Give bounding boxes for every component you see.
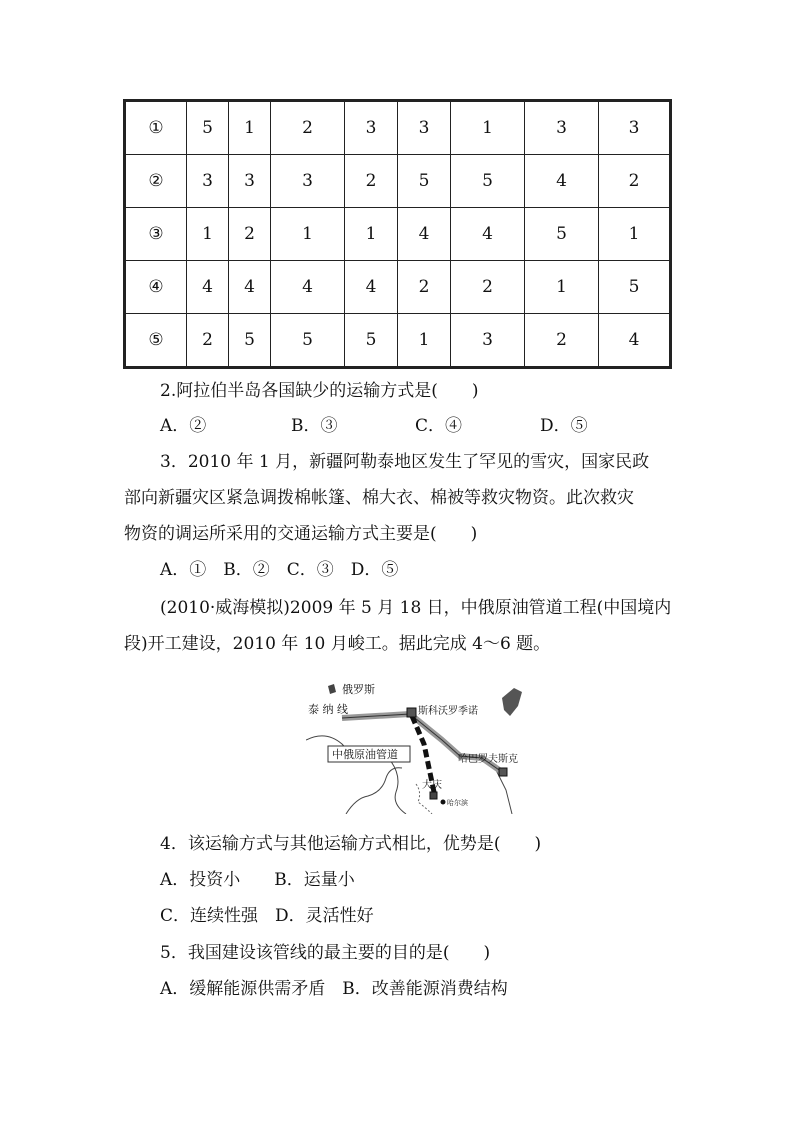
river-line — [346, 768, 402, 814]
table-cell: 2 — [525, 314, 599, 368]
row-label-cell: ⑤ — [125, 314, 187, 368]
table-cell: 2 — [271, 101, 345, 155]
table-cell: 5 — [599, 261, 671, 314]
table-cell: 2 — [398, 261, 451, 314]
table-cell: 1 — [229, 101, 271, 155]
table-cell: 3 — [599, 101, 671, 155]
table-row — [125, 208, 671, 261]
q3-options[interactable]: A．① B．② C．③ D．⑤ — [160, 560, 399, 580]
table-cell: 1 — [599, 208, 671, 261]
table-cell: 2 — [451, 261, 525, 314]
table-cell: 1 — [451, 101, 525, 155]
table-cell: 4 — [187, 261, 229, 314]
q3-line-3: 物资的调运所采用的交通运输方式主要是( ) — [124, 524, 478, 544]
table-cell: 5 — [187, 101, 229, 155]
table-row — [125, 314, 671, 368]
q2-option-d[interactable]: D．⑤ — [540, 416, 588, 436]
q2-option-b[interactable]: B．③ — [291, 416, 338, 436]
pipeline-map — [306, 680, 524, 814]
q3-line-1: 3．2010 年 1 月，新疆阿勒泰地区发生了罕见的雪灾，国家民政 — [160, 452, 650, 472]
taina-label: 泰 纳 线 — [308, 703, 348, 716]
island-shape — [502, 688, 522, 716]
table-cell: 4 — [451, 208, 525, 261]
khabarovsk-label: 哈巴罗夫斯克 — [458, 754, 518, 765]
pipeline-label: 中俄原油管道 — [332, 748, 398, 761]
table-cell: 4 — [599, 314, 671, 368]
table-cell: 1 — [525, 261, 599, 314]
q2-options — [160, 414, 588, 438]
skovorodino-marker — [407, 708, 416, 717]
russia-label: 俄罗斯 — [342, 683, 375, 696]
transport-table — [123, 99, 672, 369]
table-cell: 3 — [187, 155, 229, 208]
table-cell: 1 — [398, 314, 451, 368]
q2-option-a[interactable]: A．② — [160, 416, 207, 436]
row-label-cell: ② — [125, 155, 187, 208]
table-cell: 4 — [398, 208, 451, 261]
table-cell: 3 — [229, 155, 271, 208]
table-cell: 4 — [229, 261, 271, 314]
skovorodino-label: 斯科沃罗季诺 — [418, 706, 478, 717]
table-cell: 3 — [345, 101, 398, 155]
table-cell: 5 — [525, 208, 599, 261]
table-cell: 5 — [271, 314, 345, 368]
table-row — [125, 155, 671, 208]
harbin-marker — [441, 800, 446, 805]
intro-line-1: (2010·威海模拟)2009 年 5 月 18 日，中俄原油管道工程(中国境内 — [160, 598, 672, 618]
table-cell: 4 — [525, 155, 599, 208]
table-row — [125, 101, 671, 155]
q4-stem: 4．该运输方式与其他运输方式相比，优势是( ) — [160, 834, 542, 854]
intro-line-2: 段)开工建设，2010 年 10 月峻工。据此完成 4～6 题。 — [124, 634, 551, 654]
table-cell: 5 — [398, 155, 451, 208]
table-cell: 1 — [187, 208, 229, 261]
row-label-cell: ④ — [125, 261, 187, 314]
daqing-marker — [430, 792, 437, 799]
q4-options-line-2[interactable]: C．连续性强 D．灵活性好 — [160, 906, 374, 926]
land-patch — [328, 684, 336, 694]
table-cell: 2 — [345, 155, 398, 208]
q2-stem: 2.阿拉伯半岛各国缺少的运输方式是( ) — [160, 381, 479, 401]
table-cell: 4 — [271, 261, 345, 314]
table-cell: 2 — [187, 314, 229, 368]
table-row — [125, 261, 671, 314]
q5-options-line-1[interactable]: A．缓解能源供需矛盾 B．改善能源消费结构 — [160, 979, 508, 999]
row-label-cell: ① — [125, 101, 187, 155]
q4-options-line-1[interactable]: A．投资小 B．运量小 — [160, 870, 355, 890]
daqing-label: 大庆 — [422, 780, 442, 791]
q2-option-c[interactable]: C．④ — [415, 416, 463, 436]
table-cell: 5 — [451, 155, 525, 208]
harbin-label: 哈尔滨 — [447, 799, 468, 807]
khabarovsk-marker — [499, 768, 507, 776]
table-cell: 3 — [525, 101, 599, 155]
table-cell: 5 — [345, 314, 398, 368]
q5-stem: 5．我国建设该管线的最主要的目的是( ) — [160, 943, 491, 963]
table-cell: 5 — [229, 314, 271, 368]
table-cell: 4 — [345, 261, 398, 314]
table-cell: 3 — [451, 314, 525, 368]
table-cell: 1 — [271, 208, 345, 261]
table-cell: 3 — [398, 101, 451, 155]
table-cell: 2 — [599, 155, 671, 208]
q3-line-2: 部向新疆灾区紧急调拨棉帐篷、棉大衣、棉被等救灾物资。此次救灾 — [124, 488, 634, 508]
table-cell: 2 — [229, 208, 271, 261]
row-label-cell: ③ — [125, 208, 187, 261]
table-cell: 1 — [345, 208, 398, 261]
table-cell: 3 — [271, 155, 345, 208]
